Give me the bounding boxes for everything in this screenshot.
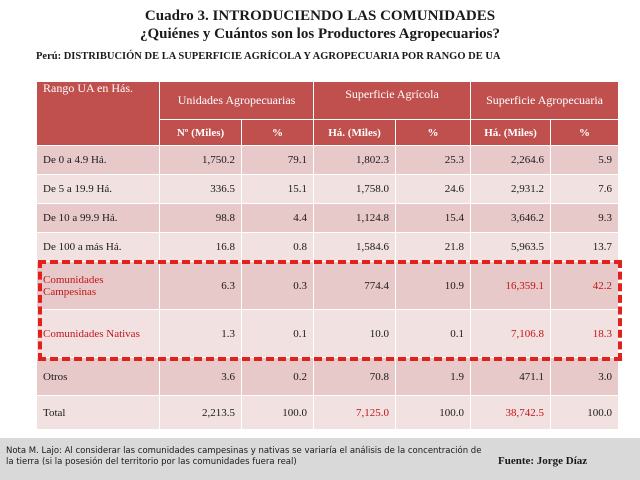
table-caption <box>36 51 500 62</box>
cell-value: 79.1 <box>242 146 314 175</box>
cell-value: 3.0 <box>551 358 619 396</box>
cell-value: 3,646.2 <box>471 204 551 233</box>
cell-value: 25.3 <box>396 146 471 175</box>
cell-value-highlight: 42.2 <box>551 262 619 310</box>
table-row <box>37 233 619 262</box>
row-label: De 5 a 19.9 Há. <box>37 175 160 204</box>
cell-value: 6.3 <box>160 262 242 310</box>
cell-value: 100.0 <box>242 396 314 430</box>
cell-value: 70.8 <box>314 358 396 396</box>
cell-value: 9.3 <box>551 204 619 233</box>
page-title: Cuadro 3. INTRODUCIENDO LAS COMUNIDADES <box>144 8 496 24</box>
cell-value-highlight: 7,106.8 <box>471 310 551 358</box>
cell-value: 5,963.5 <box>471 233 551 262</box>
row-label: Comunidades Campesinas <box>37 262 160 310</box>
subheader-pct-3: % <box>551 120 619 146</box>
distribution-table <box>36 81 619 430</box>
header-rango: Rango UA en Hás. <box>37 82 160 146</box>
cell-value-highlight: 16,359.1 <box>471 262 551 310</box>
cell-value: 0.1 <box>396 310 471 358</box>
subheader-ha-miles-1: Há. (Miles) <box>314 120 396 146</box>
table-row-highlight <box>37 262 619 310</box>
cell-value: 10.9 <box>396 262 471 310</box>
cell-value: 1,584.6 <box>314 233 396 262</box>
table-row-total <box>37 396 619 430</box>
cell-value: 1,758.0 <box>314 175 396 204</box>
cell-value: 2,931.2 <box>471 175 551 204</box>
cell-value: 4.4 <box>242 204 314 233</box>
cell-value: 0.1 <box>242 310 314 358</box>
cell-value: 10.0 <box>314 310 396 358</box>
subheader-n-miles: Nº (Miles) <box>160 120 242 146</box>
cell-value: 1.3 <box>160 310 242 358</box>
cell-value: 1,750.2 <box>160 146 242 175</box>
cell-value-highlight: 7,125.0 <box>314 396 396 430</box>
cell-value: 1,802.3 <box>314 146 396 175</box>
subheader-ha-miles-2: Há. (Miles) <box>471 120 551 146</box>
page-subtitle-question: ¿Quiénes y Cuántos son los Productores Agropecuarios? <box>139 26 501 42</box>
subheader-pct-1: % <box>242 120 314 146</box>
cell-value: 0.2 <box>242 358 314 396</box>
cell-value: 0.3 <box>242 262 314 310</box>
cell-value: 0.8 <box>242 233 314 262</box>
table-row <box>37 204 619 233</box>
table-row-highlight <box>37 310 619 358</box>
cell-value: 774.4 <box>314 262 396 310</box>
header-unidades: Unidades Agropecuarias <box>160 82 314 120</box>
table-caption-text: DISTRIBUCIÓN DE LA SUPERFICIE AGRÍCOLA Y AGROPECUARIA POR RANGO DE UA <box>63 51 501 62</box>
table-row <box>37 146 619 175</box>
row-label: Comunidades Nativas <box>37 310 160 358</box>
row-label: De 100 a más Há. <box>37 233 160 262</box>
cell-value: 100.0 <box>396 396 471 430</box>
cell-value: 98.8 <box>160 204 242 233</box>
table-row <box>37 358 619 396</box>
row-label: De 0 a 4.9 Há. <box>37 146 160 175</box>
footer-source: Fuente: Jorge Díaz <box>498 455 588 467</box>
row-label: De 10 a 99.9 Há. <box>37 204 160 233</box>
cell-value: 15.1 <box>242 175 314 204</box>
cell-value: 21.8 <box>396 233 471 262</box>
subheader-pct-2: % <box>396 120 471 146</box>
table-row <box>37 175 619 204</box>
cell-value: 2,264.6 <box>471 146 551 175</box>
table-caption-prefix: Perú: <box>36 51 62 62</box>
cell-value: 16.8 <box>160 233 242 262</box>
cell-value: 13.7 <box>551 233 619 262</box>
header-row <box>37 82 619 120</box>
header-sup-agricola: Superficie Agrícola <box>314 82 471 120</box>
cell-value: 336.5 <box>160 175 242 204</box>
cell-value: 1,124.8 <box>314 204 396 233</box>
header-sup-agropecuaria: Superficie Agropecuaria <box>471 82 619 120</box>
cell-value: 24.6 <box>396 175 471 204</box>
footer-note: Nota M. Lajo: Al considerar las comunidades campesinas y nativas se variaría el análisis de la concentración de la tierra (si la posesión del territorio por las comunidades fuera real) <box>6 446 482 467</box>
cell-value-highlight: 18.3 <box>551 310 619 358</box>
cell-value: 2,213.5 <box>160 396 242 430</box>
cell-value: 3.6 <box>160 358 242 396</box>
cell-value: 100.0 <box>551 396 619 430</box>
row-label: Otros <box>37 358 160 396</box>
cell-value: 5.9 <box>551 146 619 175</box>
cell-value: 471.1 <box>471 358 551 396</box>
row-label: Total <box>37 396 160 430</box>
cell-value-highlight: 38,742.5 <box>471 396 551 430</box>
cell-value: 7.6 <box>551 175 619 204</box>
cell-value: 1.9 <box>396 358 471 396</box>
title-block <box>0 8 640 43</box>
cell-value: 15.4 <box>396 204 471 233</box>
